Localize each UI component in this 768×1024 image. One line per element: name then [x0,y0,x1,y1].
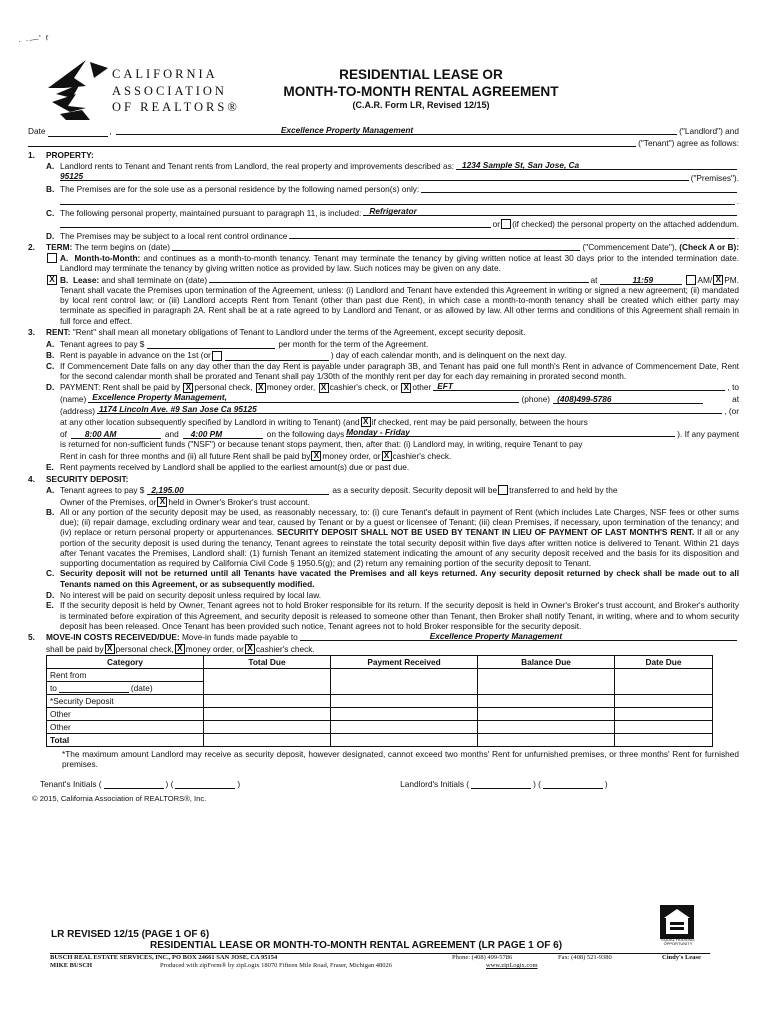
s2b-label: B. [60,274,69,285]
s1d-label: D. [46,230,55,241]
occupants-field-2[interactable] [60,195,735,205]
s3a-label: A. [46,338,55,349]
footer-url[interactable]: www.zipLogix.com [486,962,538,969]
table-cell[interactable] [615,669,713,695]
s3d-line5-tail: ). If any payment [677,428,739,439]
s3d-line7-text: Rent in cash for three months and (ii) all future Rent shall be paid by [60,450,311,461]
alt-day-field[interactable] [225,351,329,361]
property-address-field-2[interactable] [60,171,689,181]
monthly-rent-field[interactable] [147,339,275,349]
property-address-2: 95125 [60,171,84,182]
row-label: *Security Deposit [47,695,204,708]
move-in-payee-value: Excellence Property Management [429,630,563,641]
col-category: Category [47,656,204,669]
payee-address-field[interactable] [97,404,722,414]
hours-from-field[interactable] [71,429,161,439]
s5-money: money order, or [185,643,244,654]
footer-revision: LR REVISED 12/15 (PAGE 1 OF 6) [51,929,210,940]
other-payment-checkbox[interactable]: X [401,383,411,393]
payee-address-value: 1174 Lincoln Ave. #9 San Jose Ca 95125 [99,404,257,415]
landlord-value: Excellence Property Management [280,124,414,135]
s4d-row [28,589,739,601]
landlord-initials-1[interactable] [471,779,531,789]
s3d-row [28,381,739,393]
tenant-field[interactable] [28,137,636,147]
lease-end-time-field[interactable] [600,275,682,285]
footer-agent: MIKE BUSCH [50,962,93,969]
s3d-cashier: cashier's check, or [329,382,399,393]
days-text: on the following days [266,428,345,439]
s3b-tail: ) day of each calendar month, and is delinquent on the next day. [330,350,567,361]
s5-personal: personal check, [115,643,174,654]
s4d-text: No interest will be paid on security deposit unless required by local law. [60,590,322,601]
tenant-row [28,137,739,149]
table-row [47,695,713,708]
hours-to-field[interactable] [183,429,263,439]
s4b-label: B. [46,507,55,518]
s4a-tail: transferred to and held by the [509,485,618,496]
s3d-line4 [28,416,739,428]
s2b-head: Lease: [72,274,100,285]
s3c-label: C. [46,360,55,371]
s5-cashier: cashier's check. [255,643,315,654]
title-line-1: RESIDENTIAL LEASE OR [339,67,503,82]
s4d-label: D. [46,590,55,601]
cashier-check-checkbox[interactable]: X [319,383,329,393]
s4a-line2b: held in Owner's Broker's trust account. [168,496,310,507]
s3a-tail: per month for the term of the Agreement. [278,338,429,349]
and-label: and [164,428,179,439]
pm-label: PM. [724,274,739,285]
table-cell[interactable] [331,669,478,695]
personal-property-field-2[interactable] [60,218,491,228]
s4e-text: If the security deposit is held by Owner, Tenant agrees not to hold Broker responsible for its return. If the security deposit is held in Owner's Broker's trust account, and Broker's authority is terminated before expiration of this Agreement, and security deposit is released to someone other than Tenant, then Broker shall notify Tenant, in writing, where and to whom security deposit has been released. Once Tenant has been provided such notice, Tenant agrees not to hold Broker responsible for the security deposit. [60,600,739,631]
s3a-row [28,337,739,349]
s1c-or: or [492,219,501,230]
table-cell[interactable] [331,695,478,708]
landlord-tag: ("Landlord") and [679,126,739,137]
title-line-2: MONTH-TO-MONTH RENTAL AGREEMENT [283,84,559,99]
s4e-label: E. [46,600,54,611]
personal-property-value: Refrigerator [369,206,417,217]
initials-row [28,778,739,790]
s3a-text: Tenant agrees to pay $ [60,338,145,349]
move-in-cashier-checkbox[interactable]: X [245,644,255,654]
s1a-row2 [28,171,739,183]
initials-sep-2: ) ( [533,778,541,789]
s3d-hours-row [28,427,739,439]
s3d-line7c: cashier's check. [392,450,452,461]
property-address-field[interactable] [456,160,737,170]
table-cell[interactable] [478,734,615,747]
table-row [47,708,713,721]
date-label: Date [28,126,46,137]
col-payment-received: Payment Received [331,656,478,669]
org-line-1: CALIFORNIA [112,67,218,81]
s3d-line4b: if checked, rent may be paid personally, between the hours [371,417,588,428]
table-cell[interactable] [615,734,713,747]
s3d-line4-text: at any other location subsequently specified by Landlord in writing to Tenant) (and [60,417,360,428]
property-address-1: 1234 Sample St, San Jose, Ca [462,159,580,170]
hours-from-value: 8:00 AM [84,428,117,439]
payee-phone-field[interactable] [553,394,703,404]
tenant-initials-1[interactable] [104,779,164,789]
table-row [47,669,713,682]
pay-personally-checkbox[interactable]: X [361,417,371,427]
s2-intro: The term begins on (date) [74,242,171,253]
lease-end-date-field[interactable] [209,273,588,283]
row-label [47,682,204,695]
term-start-field[interactable] [172,241,580,251]
other-payment-field[interactable] [433,381,725,391]
s3d-line7b: money order, or [322,450,381,461]
s4a-label: A. [46,485,55,496]
table-cell[interactable] [615,721,713,734]
margin-mark: · ·—' r [17,31,51,47]
col-date-due: Date Due [615,656,713,669]
other-payment-value: EFT [437,380,453,391]
s4b-text2: If all or any portion of the security deposit is used during the tenancy, Tenant agrees to reinstate the total security deposit within five days after written notice is delivered to Tenant. Within 21 days after Tenant vacates the Premises, Landlord shall: (1) furnish Tenant an itemized statement indicating the amount of any security deposit received and the basis for its disposition and supporting documentation as required by California Civil Code § 1950.5(g); and (2) return any remaining portion of the security deposit to Tenant. [60,527,739,569]
nsf-money-order-checkbox[interactable]: X [311,451,321,461]
am-label: AM/ [697,274,713,285]
date-row: Date , Excellence Property Management ("Landlord") and [28,124,739,137]
move-in-table [46,655,713,747]
phone-gap [706,395,728,404]
s3d-line7 [28,449,739,461]
s4c-text: Security deposit will not be returned until all Tenants have vacated the Premises and all keys returned. Any security deposit returned by check shall be made out to all Tenants named on this Agreement, or as subsequently modified. [60,568,739,589]
table-cell[interactable] [204,734,331,747]
s1-heading: PROPERTY: [46,149,94,160]
personal-property-field[interactable] [363,206,737,216]
days-value: Monday - Friday [346,427,410,438]
s4b-block [28,507,739,568]
name-label: (name) [60,393,87,404]
table-cell[interactable] [478,721,615,734]
table-cell[interactable] [204,695,331,708]
s2b-text: and shall terminate on (date) [101,274,208,285]
landlord-initials-2[interactable] [543,779,603,789]
s3-intro: "Rent" shall mean all monetary obligations of Tenant to Landlord under the terms of the Agreement, except security deposit. [72,327,526,338]
s4c-block [28,568,739,588]
s3d-text: PAYMENT: Rent shall be paid by [60,382,181,393]
s1b-row [28,183,739,195]
s2a-label: A. [60,252,69,263]
table-cell[interactable] [615,695,713,708]
lease-end-time: 11:59 [632,274,654,285]
s4b-text: All or any portion of the security deposit may be used, as reasonably necessary, to: (i) cure Tenant's default in payment of Rent (which includes Late Charges, NSF fees or other sums due); (ii) repair damage, excluding ordinary wear and tear, caused by Tenant or by a guest or licensee of Tenant; (iii) clean Premises, if necessary, upon termination of the tenancy; and (iv) replace or return personal property or appurtenances. [60,507,739,538]
org-line-2: ASSOCIATION [112,83,227,98]
s3d-at: at [732,393,739,404]
table-row [47,734,713,747]
footer-fax: Fax: (408) 521-9380 [558,954,612,961]
s3d-or: , (or [724,405,739,416]
alt-day-checkbox[interactable] [212,351,222,361]
move-in-money-checkbox[interactable]: X [175,644,185,654]
tenant-initials-2[interactable] [175,779,235,789]
initials-end: ) [237,778,241,789]
month-to-month-checkbox[interactable] [47,253,57,263]
deposit-note: *The maximum amount Landlord may receive as security deposit, however designated, cannot exceed two months' Rent for unfurnished premises, or three months' Rent for furnished premises. [62,749,739,770]
tenant-initials-label: Tenant's Initials ( [40,778,102,789]
landlord-initials-label: Landlord's Initials ( [400,778,470,789]
s4-num: 4. [28,473,35,484]
form-title [262,66,580,111]
form-body [28,125,739,804]
move-in-header-row [47,656,713,669]
s3b-label: B. [46,350,55,361]
footer-title: RESIDENTIAL LEASE OR MONTH-TO-MONTH RENTAL AGREEMENT (LR PAGE 1 OF 6) [150,940,563,951]
title-line-3: (C.A.R. Form LR, Revised 12/15) [352,100,490,110]
s3b-text: Rent is payable in advance on the 1st (or [60,350,211,361]
initials-end-2: ) [604,778,608,789]
s4a-row2 [28,495,739,507]
footer-bar [50,953,710,970]
premises-tag: ("Premises"). [690,172,739,183]
rent-to-label: to [50,682,57,693]
s1a-label: A. [46,161,55,172]
footer-company: BUSCH REAL ESTATE SERVICES, INC., PO BOX 24661 SAN JOSE, CA 95154 [50,954,278,961]
s1-heading-row [28,148,739,160]
s2-heading: TERM: [46,242,73,253]
s4c-label: C. [46,568,55,579]
org-line-3: OF REALTORS® [112,100,240,114]
s3c-text: If Commencement Date falls on any day other than the day Rent is payable under paragraph 3B, and Tenant has paid one full month's Rent in advance of Commencement Date, Rent for the second calendar month shall be prorated and Tenant shall pay 1/30th of the monthly rent per day for each day remaining in prorated second month. [60,360,739,381]
footer-produced: Produced with zipForm® by zipLogix 18070 Fifteen Mile Road, Fraser, Michigan 48026 [160,962,392,969]
s1b-row2: . [28,195,739,207]
s1a-row [28,160,739,172]
s3e-row [28,461,739,473]
equal-housing-icon [660,905,694,939]
s3d-address-row [28,404,739,416]
date-tag: (date) [130,682,153,693]
nsf-cashier-checkbox[interactable]: X [382,451,392,461]
table-cell[interactable] [331,708,478,721]
table-cell[interactable] [331,721,478,734]
s3-num: 3. [28,327,35,338]
s4a-row [28,484,739,496]
s5-num: 5. [28,632,35,643]
s1d-text: The Premises may be subject to a local rent control ordinance [60,230,288,241]
payee-name-field[interactable] [88,393,519,403]
s4-row [28,472,739,484]
days-field[interactable] [346,427,675,437]
s1c-tail: (if checked) the personal property on the attached addendum. [512,219,739,230]
table-cell[interactable] [478,669,615,695]
s3d-money: money order, [266,382,316,393]
addendum-checkbox[interactable] [501,219,511,229]
s4a-text: Tenant agrees to pay $ [60,485,145,496]
s3b-row [28,349,739,361]
s2a-block [28,253,739,273]
footer-phone: Phone: (408) 499-5786 [452,954,513,961]
phone-label: (phone) [521,393,551,404]
table-row [47,721,713,734]
s1c-row2 [28,218,739,230]
s3d-to: , to [727,382,739,393]
col-balance-due: Balance Due [478,656,615,669]
footer-doc-name: Cindy's Lease [662,954,701,961]
s5-line2: shall be paid by [46,643,104,654]
row-label: Other [47,721,204,734]
s1c-row [28,206,739,218]
occupants-field[interactable] [421,183,737,193]
table-cell[interactable] [204,708,331,721]
s2b-body: Tenant shall vacate the Premises upon termination of the Agreement, unless: (i) Landlord and Tenant have extended this Agreement in writing or signed a new agreement; (ii) mandated by local rent control law; or (iii) Landlord accepts Rent from Tenant (other than past due Rent), in which case a month-to-month tenancy shall be created which either party may terminate as specified in paragraph 2A. Rent shall be at a rate agreed to by Landlord and Tenant, or as allowed by law. All other terms and conditions of this Agreement shall remain in full force and effect. [60,284,739,326]
s2b-at: at [590,274,598,285]
transfer-owner-checkbox[interactable] [498,485,508,495]
deposit-field[interactable] [147,485,329,495]
s3d-personal: personal check, [194,382,253,393]
s1c-label: C. [46,207,55,218]
s1d-row: D. The Premises may be subject to a local rent control ordinance . [46,230,739,241]
s1a-text: Landlord rents to Tenant and Tenant rents from Landlord, the real property and improvements described as: [60,161,455,172]
s3-row [28,326,739,338]
copyright: © 2015, California Association of REALTORS®, Inc. [32,794,207,804]
s3e-text: Rent payments received by Landlord shall be applied to the earliest amount(s) due or past due. [60,462,410,473]
check-tag: (Check A or B): [679,242,739,253]
s5-row2 [28,643,739,655]
s3-heading: RENT: [46,327,71,338]
equal-housing-text: EQUAL HOUSING OPPORTUNITY [661,937,695,947]
table-cell[interactable] [331,734,478,747]
s5-heading: MOVE-IN COSTS RECEIVED/DUE: [46,632,180,643]
s5-row [28,631,739,643]
s2-num: 2. [28,242,35,253]
s4a-mid: as a security deposit. Security deposit will be [332,485,498,496]
s2a-head: Month-to-Month: [74,252,141,263]
table-cell[interactable] [478,708,615,721]
lease-checkbox[interactable]: X [47,275,57,285]
s4-heading: SECURITY DEPOSIT: [46,473,129,484]
s3d-line6: is returned for non-sufficient funds ("NSF") or because tenant stops payment, then, after that: (i) Landlord may, in writing, require Tenant to pay [60,438,583,449]
broker-trust-checkbox[interactable]: X [157,497,167,507]
table-cell[interactable] [204,669,331,695]
commence-tag: ("Commencement Date"), [582,242,677,253]
s4e-block [28,600,739,631]
hours-to-value: 4:00 PM [190,428,223,439]
org-name [112,66,240,116]
date-field[interactable] [48,127,108,137]
s2a-text: and continues as a month-to-month tenancy. Tenant may terminate the tenancy by giving written notice at least 30 days prior to the intended termination date. Landlord may terminate the tenancy by giving written notice as provided by law. Such notices may be given on any date. [60,252,739,273]
pm-checkbox[interactable]: X [713,275,723,285]
personal-check-checkbox[interactable]: X [183,383,193,393]
tenant-tag: ("Tenant") agree as follows: [638,137,739,148]
row-label: Total [47,734,204,747]
s1-num: 1. [28,149,35,160]
am-checkbox[interactable] [686,275,696,285]
s4a-line2: Owner of the Premises, or [60,496,157,507]
s4b-bold: SECURITY DEPOSIT SHALL NOT BE USED BY TENANT IN LIEU OF PAYMENT OF LAST MONTH'S RENT. [276,527,695,538]
s1b-text: The Premises are for the sole use as a personal residence by the following named person(s) only: [60,184,420,195]
payee-name-value: Excellence Property Management, [92,392,227,403]
deposit-value: 2,195.00 [151,485,184,496]
s2-row [28,241,739,253]
s5-intro: Move-in funds made payable to [182,632,298,643]
col-total-due: Total Due [204,656,331,669]
s1b-label: B. [46,184,55,195]
address-label: (address) [60,405,96,416]
table-cell[interactable] [204,721,331,734]
s3d-name-row [28,393,739,405]
s1c-text: The following personal property, maintained pursuant to paragraph 11, is included: [60,207,362,218]
table-cell[interactable] [615,708,713,721]
rent-control-field[interactable] [289,229,734,239]
s2b-row [28,273,739,285]
s3e-label: E. [46,462,54,473]
table-cell[interactable] [478,695,615,708]
row-label: Other [47,708,204,721]
s3c-block [28,361,739,381]
move-in-payee-field[interactable] [300,631,737,641]
money-order-checkbox[interactable]: X [256,383,266,393]
payee-phone-value: (408)499-5786 [557,393,612,404]
rent-to-date-field[interactable] [59,683,129,693]
row-label: Rent from [47,669,204,682]
landlord-field[interactable] [116,125,677,135]
initials-sep: ) ( [165,778,174,789]
move-in-personal-checkbox[interactable]: X [105,644,115,654]
s3d-other: other [412,382,432,393]
of-label: of [60,428,67,439]
s3d-label: D. [46,382,55,393]
